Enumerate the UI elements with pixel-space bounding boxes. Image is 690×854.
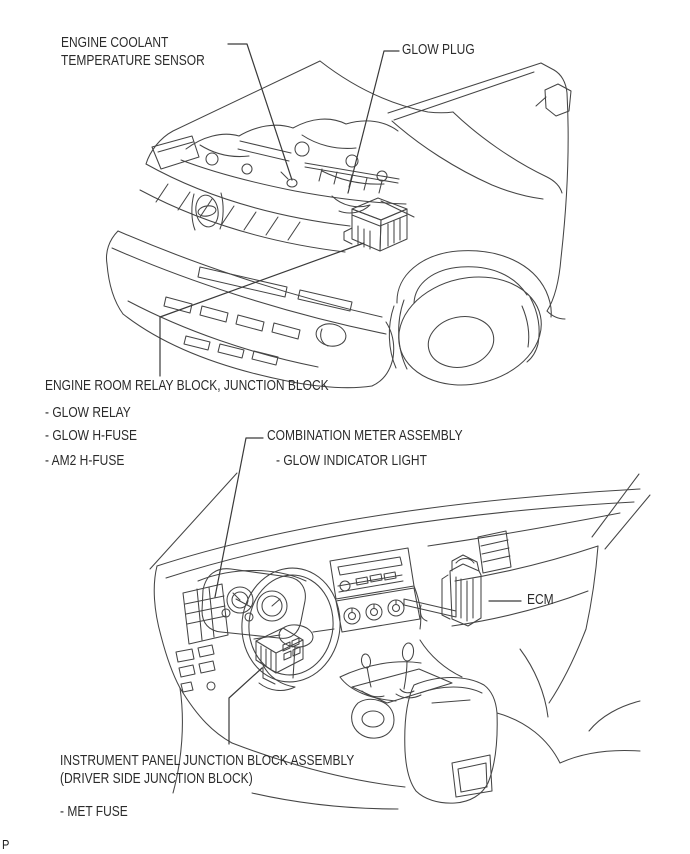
leader-ip-junction-block — [229, 668, 262, 744]
hvac-panel — [336, 588, 420, 632]
transfer-lever — [367, 667, 371, 687]
label-ipjb-line-2: (DRIVER SIDE JUNCTION BLOCK) — [60, 769, 253, 787]
front-tire — [389, 264, 552, 398]
label-am2-h-fuse: - AM2 H-FUSE — [45, 452, 125, 469]
label-engine-room-relay-block: ENGINE ROOM RELAY BLOCK, JUNCTION BLOCK — [45, 377, 329, 394]
shift-lever — [404, 661, 407, 689]
cup-holder — [352, 699, 394, 738]
label-ecm: ECM — [527, 591, 554, 608]
page-marker: P — [2, 837, 10, 852]
steering-wheel — [236, 563, 346, 690]
label-met-fuse: - MET FUSE — [60, 803, 128, 820]
label-glow-relay: - GLOW RELAY — [45, 404, 131, 421]
engine-detail — [181, 119, 406, 213]
center-stack — [330, 548, 421, 632]
label-ipjb-line-1: INSTRUMENT PANEL JUNCTION BLOCK ASSEMBLY — [60, 752, 355, 769]
hood-open-edge — [146, 61, 320, 164]
truck-front-illustration — [106, 44, 571, 398]
floor-console — [340, 642, 497, 803]
label-engine-coolant-temperature-sensor — [61, 34, 205, 69]
label-glow-h-fuse: - GLOW H-FUSE — [45, 427, 137, 444]
label-glow-plug: GLOW PLUG — [402, 41, 475, 58]
driver-side-vent — [183, 584, 228, 644]
label-glow-indicator-light: - GLOW INDICATOR LIGHT — [276, 452, 427, 469]
front-wheel-rim — [424, 311, 499, 374]
combination-meter-drawing — [198, 569, 306, 639]
label-instrument-panel-junction-block — [60, 752, 354, 787]
glow-plug-pins — [319, 169, 322, 181]
lower-switch-panel — [176, 645, 215, 692]
fog-lamp — [314, 322, 347, 349]
label-combination-meter-assembly: COMBINATION METER ASSEMBLY — [267, 427, 463, 444]
label-ect-line-2: TEMPERATURE SENSOR — [61, 51, 205, 69]
label-ect-line-1: ENGINE COOLANT — [61, 34, 169, 51]
wheel-arch — [397, 251, 551, 317]
